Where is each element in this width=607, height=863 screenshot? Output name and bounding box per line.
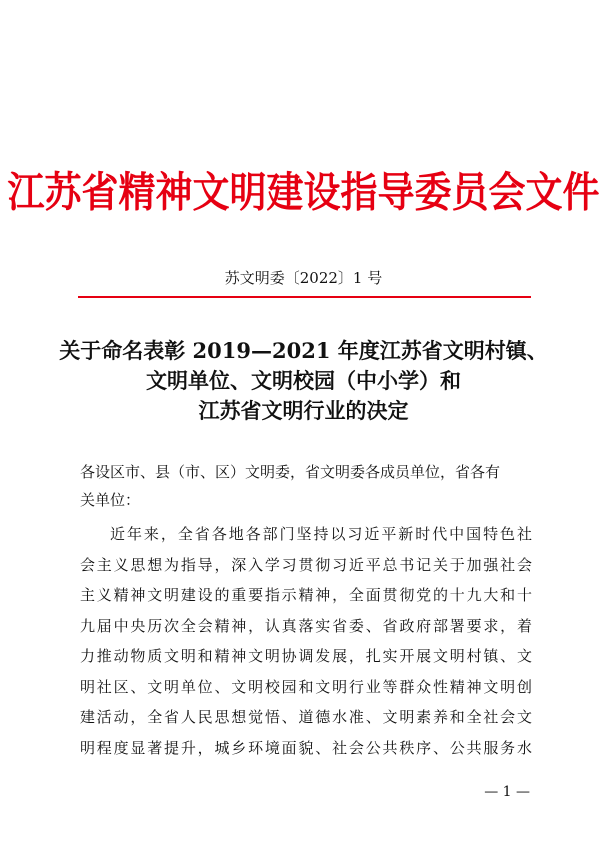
addressee-block (80, 458, 532, 514)
body-paragraph (80, 519, 532, 763)
body-line: 主义精神文明建设的重要指示精神，全面贯彻党的十九大和十 (80, 586, 532, 604)
body-line: 建活动，全省人民思想觉悟、道德水准、文明素养和全社会文 (80, 708, 532, 726)
document-number: 苏文明委〔2022〕1 号 (224, 269, 383, 287)
body-line: 明程度显著提升，城乡环境面貌、社会公共秩序、公共服务水 (80, 738, 532, 757)
issuing-authority-title: 江苏省精神文明建设指导委员会文件 (7, 167, 600, 217)
body-line: 会主义思想为指导，深入学习贯彻习近平总书记关于加强社会 (80, 555, 532, 574)
document-title-line: 江苏省文明行业的决定 (198, 398, 409, 423)
addressee-line: 关单位： (80, 491, 141, 509)
body-line: 近年来，全省各地各部门坚持以习近平新时代中国特色社 (110, 525, 532, 543)
document-title (0, 336, 607, 426)
document-title-line: 文明单位、文明校园（中小学）和 (146, 368, 461, 393)
body-line: 九届中央历次全会精神，认真落实省委、省政府部署要求，着 (80, 616, 532, 635)
body-line: 明社区、文明单位、文明校园和文明行业等群众性精神文明创 (80, 677, 532, 696)
document-title-line: 关于命名表彰 2019—2021 年度江苏省文明村镇、 (59, 338, 548, 363)
addressee-line: 各设区市、县（市、区）文明委，省文明委各成员单位，省各有 (80, 463, 501, 481)
red-divider-line (78, 296, 531, 298)
body-line: 力推动物质文明和精神文明协调发展，扎实开展文明村镇、文 (80, 647, 532, 665)
page-number: — 1 — (484, 784, 530, 800)
